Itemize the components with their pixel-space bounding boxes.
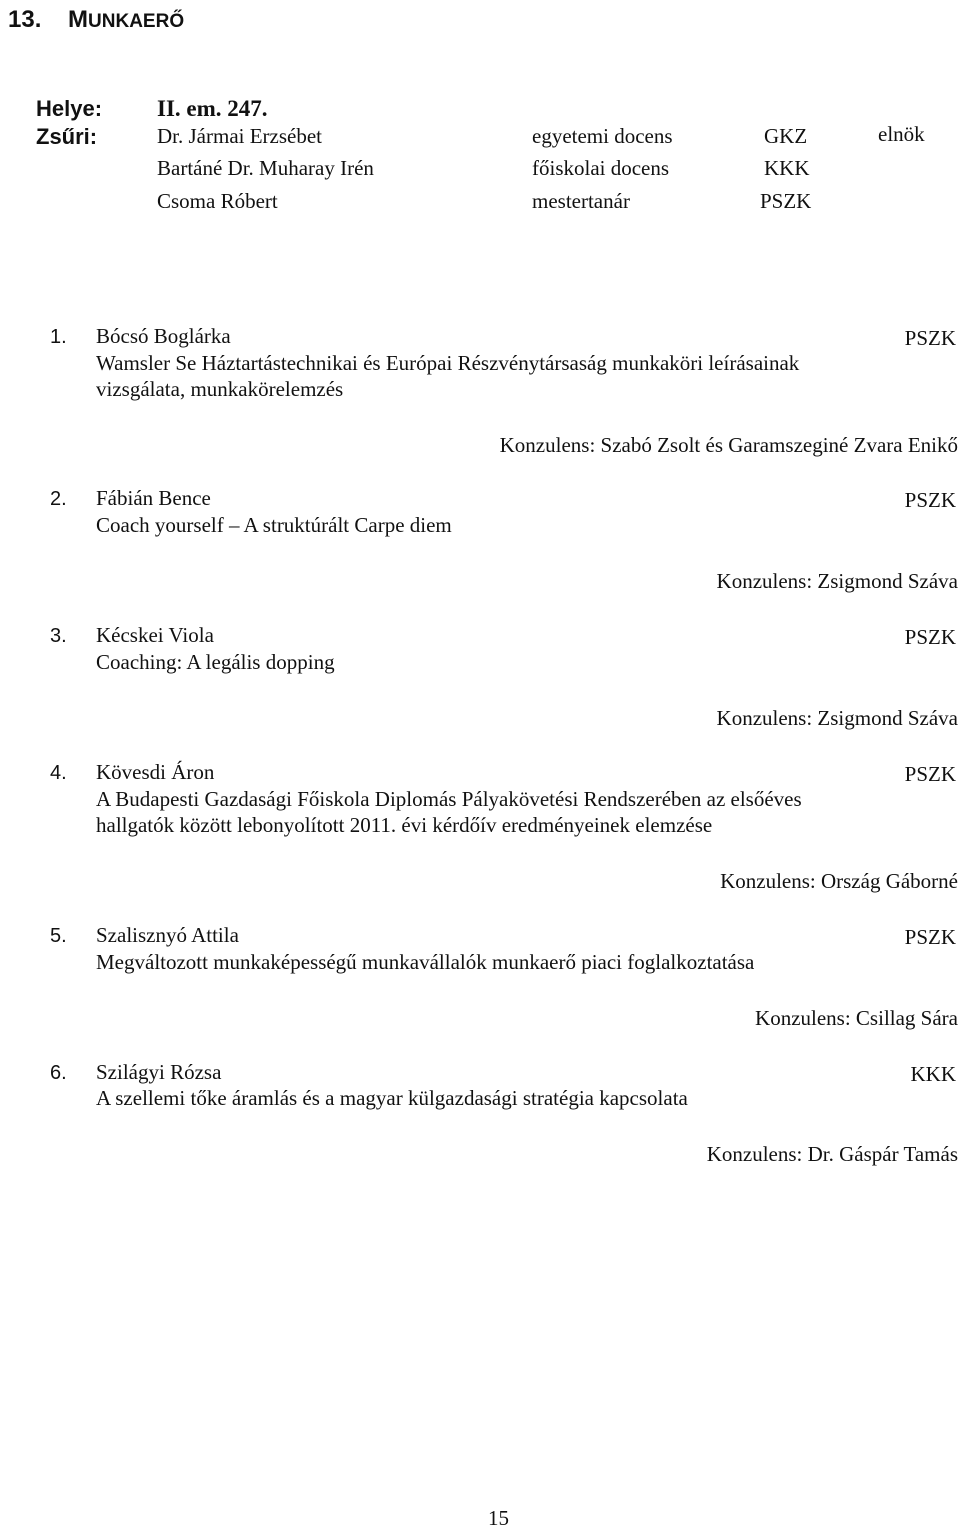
jury-member-name: Bartáné Dr. Muharay Irén	[157, 156, 374, 180]
entry-consultant: Konzulens: Ország Gáborné	[720, 869, 958, 893]
location-label: Helye:	[36, 96, 103, 121]
entry-student: Kécskei Viola	[96, 623, 214, 647]
entry-consultant: Konzulens: Csillag Sára	[755, 1006, 958, 1030]
entry-faculty: PSZK	[904, 488, 956, 512]
entry-faculty: PSZK	[904, 625, 956, 649]
entry-faculty: PSZK	[904, 762, 956, 786]
entry-number: 4.	[50, 762, 67, 784]
entry-title-line: Wamsler Se Háztartástechnikai és Európai Részvénytársaság munkaköri leírásainak	[96, 351, 800, 375]
entry-consultant: Konzulens: Zsigmond Száva	[716, 706, 958, 730]
jury-member-faculty: KKK	[764, 156, 810, 180]
entry-student: Fábián Bence	[96, 486, 211, 510]
jury-label: Zsűri:	[36, 124, 98, 149]
jury-member-faculty: GKZ	[764, 124, 808, 148]
section-title-initial: M	[68, 6, 89, 33]
entry-consultant: Konzulens: Zsigmond Száva	[716, 569, 958, 593]
entry-title-line: A szellemi tőke áramlás és a magyar külgazdasági stratégia kapcsolata	[96, 1086, 688, 1110]
entry-student: Szalisznyó Attila	[96, 923, 239, 947]
entry-number: 1.	[50, 326, 67, 348]
entry-student: Bócsó Boglárka	[96, 324, 231, 348]
jury-member-name: Dr. Jármai Erzsébet	[157, 124, 323, 148]
section-title-rest: UNKAERŐ	[88, 11, 185, 32]
entry-student: Szilágyi Rózsa	[96, 1060, 222, 1084]
jury-member-position: egyetemi docens	[532, 124, 673, 148]
jury-member-role: elnök	[878, 122, 925, 146]
section-number: 13.	[8, 6, 42, 33]
entry-number: 2.	[50, 488, 67, 510]
entry-number: 3.	[50, 625, 67, 647]
jury-member-name: Csoma Róbert	[157, 189, 278, 213]
entry-faculty: PSZK	[904, 925, 956, 949]
entry-student: Kövesdi Áron	[96, 760, 215, 784]
location-value: II. em. 247.	[157, 96, 268, 121]
entry-title-line: vizsgálata, munkakörelemzés	[96, 377, 344, 401]
jury-member-faculty: PSZK	[760, 189, 812, 213]
entry-consultant: Konzulens: Dr. Gáspár Tamás	[706, 1142, 958, 1166]
entry-consultant: Konzulens: Szabó Zsolt és Garamszeginé Zvara Enikő	[499, 433, 958, 457]
entry-title-line: hallgatók között lebonyolított 2011. évi kérdőív eredményeinek elemzése	[96, 813, 713, 837]
section-heading	[8, 6, 184, 34]
entry-title-line: Coach yourself – A struktúrált Carpe diem	[96, 513, 452, 537]
entry-number: 6.	[50, 1062, 67, 1084]
entry-title-line: A Budapesti Gazdasági Főiskola Diplomás Pályakövetési Rendszerében az elsőéves	[96, 787, 802, 811]
page-number: 15	[488, 1506, 509, 1530]
entry-title-line: Coaching: A legális dopping	[96, 650, 335, 674]
entry-number: 5.	[50, 925, 67, 947]
entry-faculty: PSZK	[904, 326, 956, 350]
entry-title-line: Megváltozott munkaképességű munkavállalók munkaerő piaci foglalkoztatása	[96, 950, 755, 974]
jury-member-position: mestertanár	[532, 189, 630, 213]
jury-member-position: főiskolai docens	[532, 156, 670, 180]
entry-faculty: KKK	[910, 1062, 956, 1086]
